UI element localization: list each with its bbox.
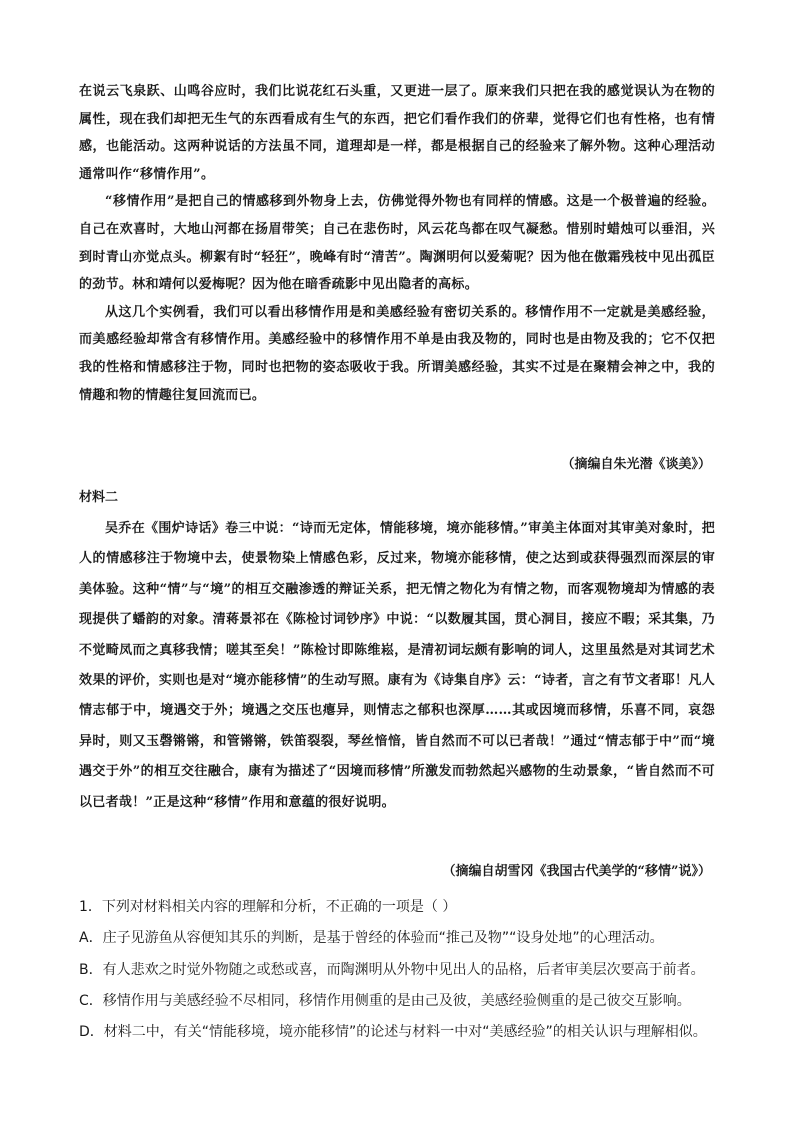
- question-stem: 1．下列对材料相关内容的理解和分析，不正确的一项是（ ）: [79, 899, 457, 915]
- question-1: [79, 892, 729, 1048]
- material-one: [79, 78, 715, 409]
- material-one-source: （摘编自朱光潜《谈美》）: [561, 457, 711, 472]
- material-one-paragraph-2: “移情作用”是把自己的情感移到外物身上去，仿佛觉得外物也有同样的情感。这是一个极普遍的经验。自己在欢喜时，大地山河都在扬眉带笑；自己在悲伤时，风云花鸟都在叹气凝愁。惜别时蜡烛可以垂泪，兴到时青山亦觉点头。柳絮有时“轻狂”，晚峰有时“清苦”。陶渊明何以爱菊呢？因为他在傲霜残枝中见出孤臣的劲节。林和靖何以爱梅呢？因为他在暗香疏影中见出隐者的高标。: [79, 194, 715, 293]
- option-d: D．材料二中，有关“情能移境，境亦能移情”的论述与材料一中对“美感经验”的相关认识与理解相似。: [79, 1024, 707, 1041]
- material-two-paragraph-1: 吴乔在《围炉诗话》卷三中说：“诗而无定体，情能移境，境亦能移情。”审美主体面对其审美对象时，把人的情感移注于物境中去，使景物染上情感色彩，反过来，物境亦能移情，使之达到或获得强烈而深层的审美体验。这种“情”与“境”的相互交融渗透的辩证关系，把无情之物化为有情之物，而客观物境却为情感的表现提供了蟠韵的对象。清蒋景祁在《陈检讨词钞序》中说：“以数履其国，贯心洞目，接应不暇；采其集，乃不觉畸凤而之真移我情；嗟其至矣！”陈检讨即陈维崧，是清初词坛颇有影响的词人，这里虽然是对其词艺术效果的评价，实则也是对“境亦能移情”的生动写照。康有为《诗集自序》云：“诗者，言之有节文者耶！凡人情志郁于中，境遇交于外；境遇之交压也瘪异，则情志之郁积也深厚……其或因境而移情，乐喜不同，哀怨异时，则又玉磬锵锵，和管锵锵，铁笛裂裂，琴丝愔愔，皆自然而不可以已者哉！”通过“情志郁于中”而“境遇交于外”的相互交往融合，康有为描述了“因境而移情”所激发而勃然起兴感物的生动景象，“皆自然而不可以已者哉！”正是这种“移情”作用和意蕴的很好说明。: [79, 521, 715, 810]
- option-b: B．有人悲欢之时觉外物随之或愁或喜，而陶渊明从外物中见出人的品格，后者审美层次要高于前者。: [79, 961, 705, 978]
- option-a: A．庄子见游鱼从容便知其乐的判断，是基于曾经的体验而“推己及物”“设身处地”的心理活动。: [79, 930, 664, 947]
- material-one-paragraph-1: 在说云飞泉跃、山鸣谷应时，我们比说花红石头重，又更进一层了。原来我们只把在我的感觉误认为在物的属性，现在我们却把无生气的东西看成有生气的东西，把它们看作我们的侪辈，觉得它们也有性格，也有情感，也能活动。这两种说话的方法虽不同，道理却是一样，都是根据自己的经验来了解外物。这种心理活动通常叫作“移情作用”。: [79, 84, 715, 182]
- material-two: [79, 514, 715, 818]
- material-one-paragraph-3: 从这几个实例看，我们可以看出移情作用是和美感经验有密切关系的。移情作用不一定就是美感经验，而美感经验却常含有移情作用。美感经验中的移情作用不单是由我及物的，同时也是由物及我的；它不仅把我的性格和情感移注于物，同时也把物的姿态吸收于我。所谓美感经验，其实不过是在聚精会神之中，我的情趣和物的情趣往复回流而已。: [79, 304, 715, 403]
- option-c: C．移情作用与美感经验不尽相同，移情作用侧重的是由己及彼，美感经验侧重的是己彼交互影响。: [79, 992, 691, 1009]
- material-two-source: （摘编自胡雪冈《我国古代美学的“移情”说》）: [442, 864, 711, 879]
- material-two-label: 材料二: [79, 490, 119, 505]
